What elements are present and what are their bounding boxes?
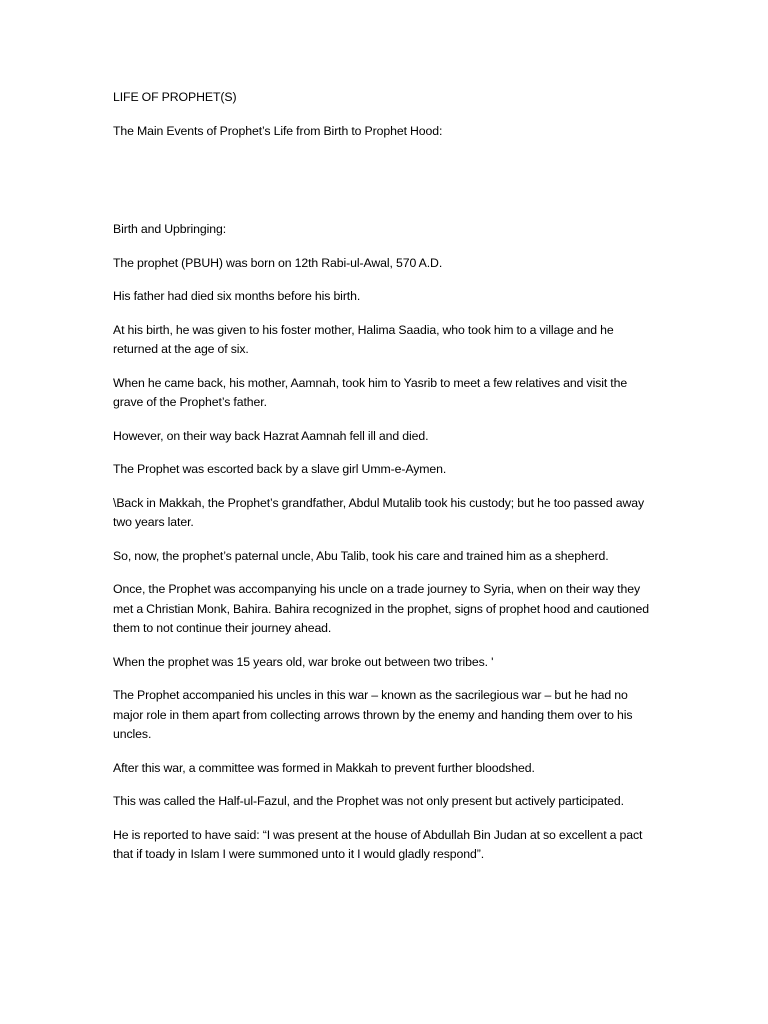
paragraph: At his birth, he was given to his foster mother, Halima Saadia, who took him to a village and he returned at the age of six. bbox=[113, 322, 614, 356]
document-body bbox=[113, 88, 658, 879]
paragraph: The prophet (PBUH) was born on 12th Rabi-ul-Awal, 570 A.D. bbox=[113, 255, 443, 270]
document-subtitle: The Main Events of Prophet’s Life from Birth to Prophet Hood: bbox=[113, 123, 443, 138]
blank-space bbox=[113, 155, 658, 220]
paragraph: The Prophet accompanied his uncles in this war – known as the sacrilegious war – but he had no major role in them apart from collecting arrows thrown by the enemy and handing them over to his uncles. bbox=[113, 688, 633, 741]
paragraph: This was called the Half-ul-Fazul, and the Prophet was not only present but actively participated. bbox=[113, 794, 624, 808]
paragraph: When the prophet was 15 years old, war broke out between two tribes. ' bbox=[113, 654, 494, 669]
section-heading: Birth and Upbringing: bbox=[113, 222, 227, 236]
paragraph: However, on their way back Hazrat Aamnah fell ill and died. bbox=[113, 428, 429, 443]
paragraph: He is reported to have said: “I was present at the house of Abdullah Bin Judan at so excellent a pact that if toady in Islam I were summoned unto it I would gladly respond”. bbox=[113, 827, 643, 861]
document-title: LIFE OF PROPHET(S) bbox=[113, 90, 237, 104]
paragraph: So, now, the prophet’s paternal uncle, Abu Talib, took his care and trained him as a shepherd. bbox=[113, 548, 609, 563]
paragraph: His father had died six months before his birth. bbox=[113, 289, 361, 303]
paragraph: After this war, a committee was formed in Makkah to prevent further bloodshed. bbox=[113, 760, 535, 775]
paragraph: Once, the Prophet was accompanying his uncle on a trade journey to Syria, when on their way they met a Christian Monk, Bahira. Bahira recognized in the prophet, signs of prophet hood and cautioned them to not continue their journey ahead. bbox=[113, 582, 650, 635]
paragraph: When he came back, his mother, Aamnah, took him to Yasrib to meet a few relatives and visit the grave of the Prophet’s father. bbox=[113, 375, 628, 409]
paragraph: The Prophet was escorted back by a slave girl Umm-e-Aymen. bbox=[113, 462, 447, 476]
paragraph: \Back in Makkah, the Prophet’s grandfather, Abdul Mutalib took his custody; but he too passed away two years later. bbox=[113, 495, 645, 529]
